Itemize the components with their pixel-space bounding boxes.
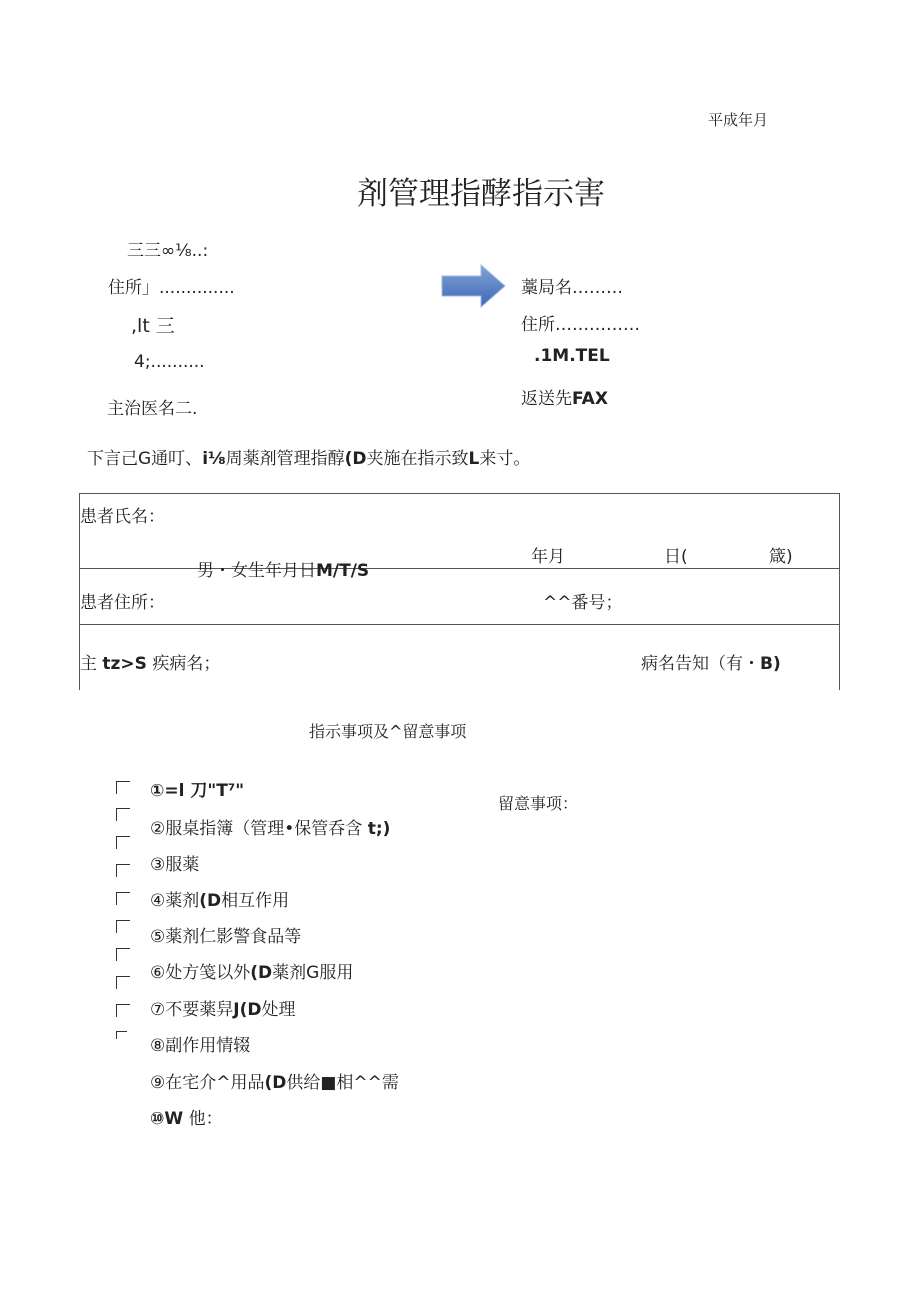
item-text: ②服桌指簿（管理•保管呑含	[150, 819, 363, 839]
checkbox[interactable]	[116, 1031, 127, 1039]
item-code: (D	[250, 963, 273, 983]
disease-prefix: 主	[80, 654, 97, 674]
item-code: W	[164, 1109, 184, 1129]
age-label: 箴)	[769, 547, 793, 567]
disease-name-label: 疾病名；	[152, 654, 221, 674]
item-text: ③服薬	[150, 855, 200, 875]
table-border	[79, 493, 840, 494]
intro-part: i⅛	[202, 449, 226, 469]
item-text: 供给■相^^需	[286, 1073, 399, 1093]
item-code: t;)	[367, 819, 391, 839]
checkbox[interactable]	[116, 808, 130, 821]
sex-birthdate-text: 男・女生年月日	[197, 561, 316, 581]
pharmacy-address: 住所……………	[521, 315, 640, 335]
doctor-line-3: ,lt 三	[131, 315, 175, 337]
instruction-item-8	[150, 1031, 250, 1056]
item-text: 他：	[188, 1109, 223, 1129]
instruction-item-2	[150, 814, 390, 839]
item-text: ⑩	[150, 1109, 165, 1129]
birth-year-month-label: 年月	[531, 547, 565, 567]
phone-number-label: ^^番号；	[543, 593, 623, 613]
intro-sentence	[87, 444, 530, 469]
checkbox[interactable]	[116, 976, 130, 989]
checkbox[interactable]	[116, 1004, 130, 1017]
doctor-header-line: 三三∞⅛..:	[127, 241, 209, 261]
item-text: ⑨在宅介^用品	[150, 1073, 265, 1093]
intro-part: (D	[344, 449, 367, 469]
instruction-item-9	[150, 1068, 399, 1093]
item-code: (D	[199, 891, 222, 911]
checkbox[interactable]	[116, 836, 130, 849]
item-text: ⑥处方笺以外	[150, 963, 251, 983]
document-title: 剤管理指酵指示害	[357, 176, 605, 212]
doctor-address: 住所」..............	[108, 278, 235, 298]
intro-part: L	[468, 449, 480, 469]
checkbox[interactable]	[116, 864, 130, 877]
notes-label: 留意事项：	[498, 794, 579, 813]
item-text: 处理	[261, 1000, 296, 1020]
checkbox[interactable]	[116, 781, 130, 794]
attending-doctor-name: 主治医名二.	[107, 399, 198, 419]
table-border	[839, 493, 840, 690]
instruction-item-1	[150, 776, 244, 801]
sex-birthdate-label	[197, 556, 397, 581]
checkbox[interactable]	[116, 920, 130, 933]
disease-disclosure	[641, 649, 781, 674]
disclosure-code: B)	[760, 654, 781, 674]
pharmacy-name: 藁局名………	[521, 278, 623, 298]
table-divider	[79, 568, 840, 569]
item-text: ⑧副作用情辍	[150, 1036, 251, 1056]
instruction-item-10	[150, 1104, 223, 1129]
patient-address-label: 患者住所：	[80, 593, 165, 613]
item-text: ①=l 刀	[150, 781, 208, 801]
disclosure-label: 病名告知（有・	[641, 654, 760, 674]
fax-code: FAX	[572, 389, 608, 409]
item-text: 相互作用	[221, 891, 290, 911]
intro-part: 下言己G通叮、	[87, 449, 203, 469]
instruction-item-6	[150, 958, 353, 983]
intro-part: 周薬剤管理指醇	[225, 449, 345, 469]
checkbox[interactable]	[116, 948, 130, 961]
item-text: ⑤薬剂仁影警食品等	[150, 927, 302, 947]
patient-name-label: 患者氏名：	[80, 507, 165, 527]
instructions-title: 指示事项及^留意事项	[309, 722, 467, 741]
intro-part: 夹施在指示致	[366, 449, 469, 469]
item-code: (D	[264, 1073, 287, 1093]
main-disease-label	[80, 649, 220, 674]
item-text: ④薬剂	[150, 891, 200, 911]
checkbox[interactable]	[116, 892, 130, 905]
doctor-line-4: 4;..........	[134, 352, 205, 372]
item-text: ⑦不要薬舁	[150, 1000, 234, 1020]
intro-part: 来寸。	[479, 449, 531, 469]
return-fax	[521, 384, 608, 409]
era-code: M/T/S	[316, 561, 370, 581]
right-arrow-icon	[441, 263, 507, 309]
instruction-item-7	[150, 995, 295, 1020]
instruction-item-5	[150, 922, 301, 947]
instruction-item-3	[150, 850, 199, 875]
disease-code: tz>S	[102, 654, 147, 674]
pharmacy-tel: .1M.TEL	[534, 346, 610, 366]
birth-day-label: 日(	[664, 547, 688, 567]
return-fax-label: 返送先	[521, 389, 572, 409]
item-code: "T⁷"	[207, 781, 245, 801]
table-divider	[79, 624, 840, 625]
patient-info-table	[79, 493, 840, 690]
item-text: 薬剂G服用	[272, 963, 354, 983]
instruction-item-4	[150, 886, 289, 911]
date-label: 平成年月	[708, 111, 769, 129]
item-code: J(D	[233, 1000, 262, 1020]
